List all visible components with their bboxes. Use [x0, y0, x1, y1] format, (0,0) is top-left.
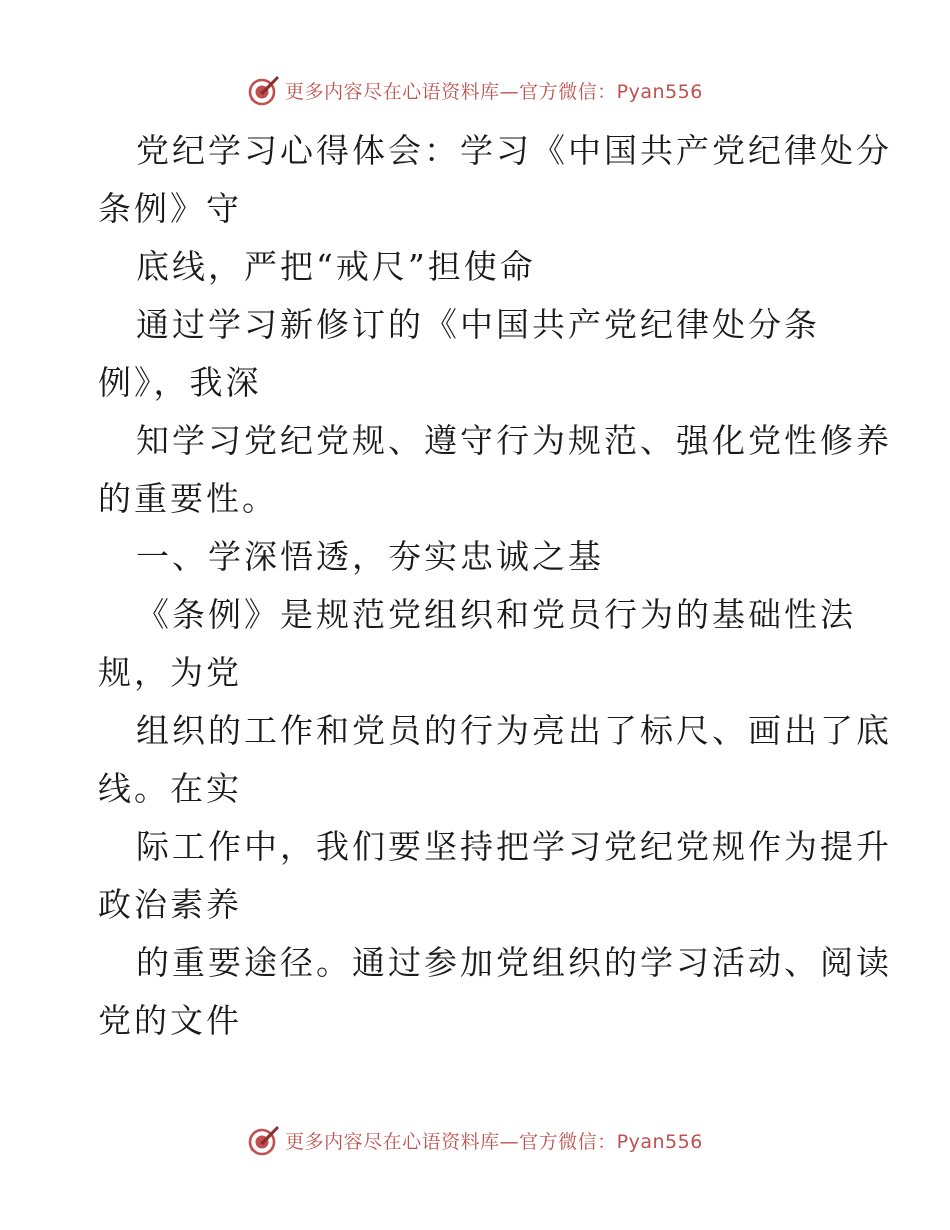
red-quill-seal-icon — [247, 1123, 281, 1157]
text-line: 例》，我深 — [98, 363, 262, 402]
text-line: 底线，严把“戒尺”担使命 — [136, 247, 536, 286]
watermark-text: 更多内容尽在心语资料库—官方微信：Pyan556 — [285, 80, 703, 103]
text-line: 线。在实 — [98, 769, 242, 808]
text-line: 际工作中，我们要坚持把学习党纪党规作为提升 — [136, 827, 892, 866]
text-line: 党的文件 — [98, 1001, 242, 1040]
text-line: 的重要性。 — [98, 479, 278, 518]
text-line: 知学习党纪党规、遵守行为规范、强化党性修养 — [136, 421, 892, 460]
text-line: 的重要途径。通过参加党组织的学习活动、阅读 — [136, 943, 892, 982]
text-line: 一、学深悟透，夯实忠诚之基 — [136, 537, 604, 576]
text-line: 政治素养 — [98, 885, 242, 924]
text-line: 组织的工作和党员的行为亮出了标尺、画出了底 — [136, 711, 892, 750]
document-body — [98, 122, 892, 1050]
header-watermark — [0, 70, 950, 110]
text-line: 规，为党 — [98, 653, 242, 692]
text-line: 《条例》是规范党组织和党员行为的基础性法 — [136, 595, 856, 634]
text-line: 通过学习新修订的《中国共产党纪律处分条 — [136, 305, 820, 344]
watermark-text: 更多内容尽在心语资料库—官方微信：Pyan556 — [285, 1130, 703, 1153]
text-line: 党纪学习心得体会：学习《中国共产党纪律处分 — [136, 131, 892, 170]
text-line: 条例》守 — [98, 189, 242, 228]
red-quill-seal-icon — [247, 73, 281, 107]
footer-watermark — [0, 1120, 950, 1160]
